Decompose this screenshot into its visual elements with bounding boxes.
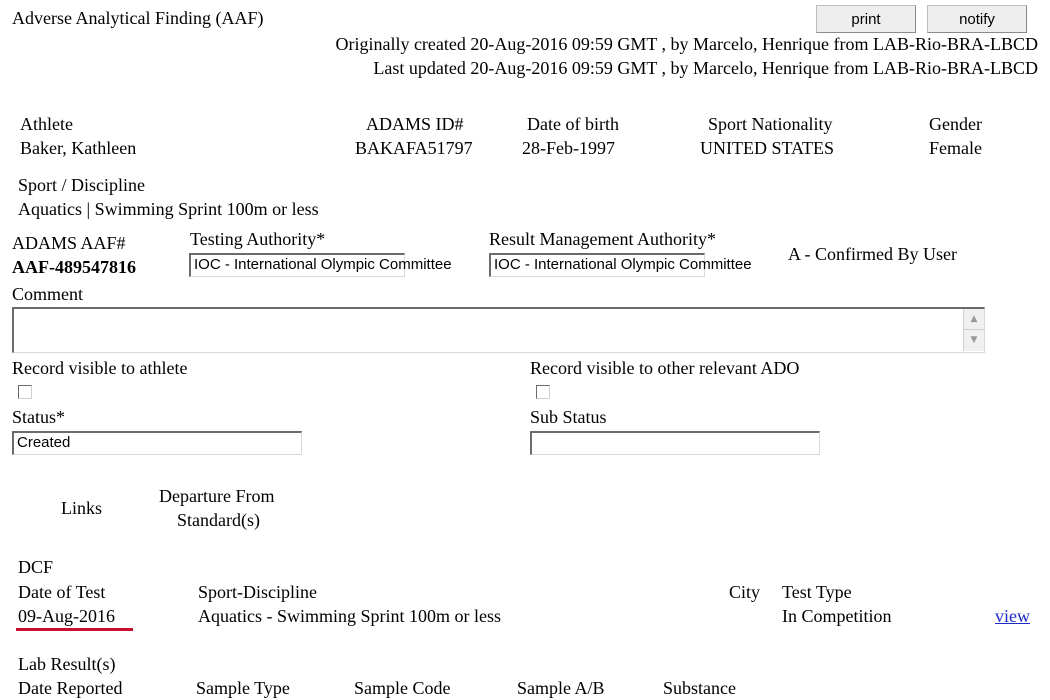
view-link[interactable]: view <box>995 606 1030 626</box>
column-sample-code: Sample Code <box>354 678 451 698</box>
notify-button[interactable]: notify <box>927 5 1027 33</box>
print-button[interactable]: print <box>816 5 916 33</box>
gender-value: Female <box>929 138 982 158</box>
testing-authority-label: Testing Authority* <box>190 229 326 249</box>
result-management-authority-field[interactable]: IOC - International Olympic Committee <box>489 253 705 277</box>
page-title: Adverse Analytical Finding (AAF) <box>12 8 264 28</box>
test-type-label: Test Type <box>782 582 852 602</box>
comment-label: Comment <box>12 284 83 304</box>
testing-authority-field[interactable]: IOC - International Olympic Committee <box>189 253 405 277</box>
column-sample-type: Sample Type <box>196 678 290 698</box>
dcf-sport-label: Sport-Discipline <box>198 582 317 602</box>
annotation-underline <box>16 628 133 631</box>
sport-discipline-value: Aquatics | Swimming Sprint 100m or less <box>18 199 319 219</box>
nationality-value: UNITED STATES <box>700 138 835 158</box>
links-heading: Links <box>61 498 103 518</box>
departure-heading-line2: Standard(s) <box>177 510 260 530</box>
aaf-number-label: ADAMS AAF# <box>12 233 126 253</box>
comment-textarea[interactable] <box>12 307 985 353</box>
updated-info: Last updated 20-Aug-2016 09:59 GMT , by Marcelo, Henrique from LAB-Rio-BRA-LBCD <box>373 58 1038 78</box>
comment-scrollbar[interactable] <box>963 309 984 351</box>
sport-discipline-label: Sport / Discipline <box>18 175 145 195</box>
athlete-label: Athlete <box>20 114 73 134</box>
visible-to-ado-label: Record visible to other relevant ADO <box>530 358 800 378</box>
column-substance: Substance <box>663 678 736 698</box>
column-date-reported: Date Reported <box>18 678 123 698</box>
test-type-value: In Competition <box>782 606 892 626</box>
dob-value: 28-Feb-1997 <box>522 138 615 158</box>
dcf-sport-value: Aquatics - Swimming Sprint 100m or less <box>198 606 501 626</box>
created-info: Originally created 20-Aug-2016 09:59 GMT , by Marcelo, Henrique from LAB-Rio-BRA-LBCD <box>335 34 1038 54</box>
athlete-name: Baker, Kathleen <box>20 138 137 158</box>
sub-status-field[interactable] <box>530 431 820 455</box>
aaf-number-value: AAF-489547816 <box>12 257 136 277</box>
status-label: Status* <box>12 407 66 427</box>
column-sample-ab: Sample A/B <box>517 678 605 698</box>
city-label: City <box>729 582 761 602</box>
adams-id-label: ADAMS ID# <box>366 114 464 134</box>
result-management-authority-label: Result Management Authority* <box>489 229 716 249</box>
sub-status-label: Sub Status <box>530 407 607 427</box>
departure-heading-line1: Departure From <box>159 486 275 506</box>
scroll-down-icon[interactable]: ▼ <box>970 335 978 345</box>
status-field[interactable]: Created <box>12 431 302 455</box>
visible-to-athlete-checkbox[interactable] <box>18 385 32 399</box>
visible-to-ado-checkbox[interactable] <box>536 385 550 399</box>
visible-to-athlete-label: Record visible to athlete <box>12 358 188 378</box>
date-of-test-value: 09-Aug-2016 <box>18 606 115 626</box>
scroll-up-icon[interactable]: ▲ <box>964 309 984 330</box>
adams-id-value: BAKAFA51797 <box>355 138 473 158</box>
confirmation-status: A - Confirmed By User <box>788 244 957 264</box>
lab-results-heading: Lab Result(s) <box>18 654 116 674</box>
dob-label: Date of birth <box>527 114 619 134</box>
date-of-test-label: Date of Test <box>18 582 106 602</box>
gender-label: Gender <box>929 114 982 134</box>
nationality-label: Sport Nationality <box>708 114 833 134</box>
dcf-heading: DCF <box>18 557 54 577</box>
